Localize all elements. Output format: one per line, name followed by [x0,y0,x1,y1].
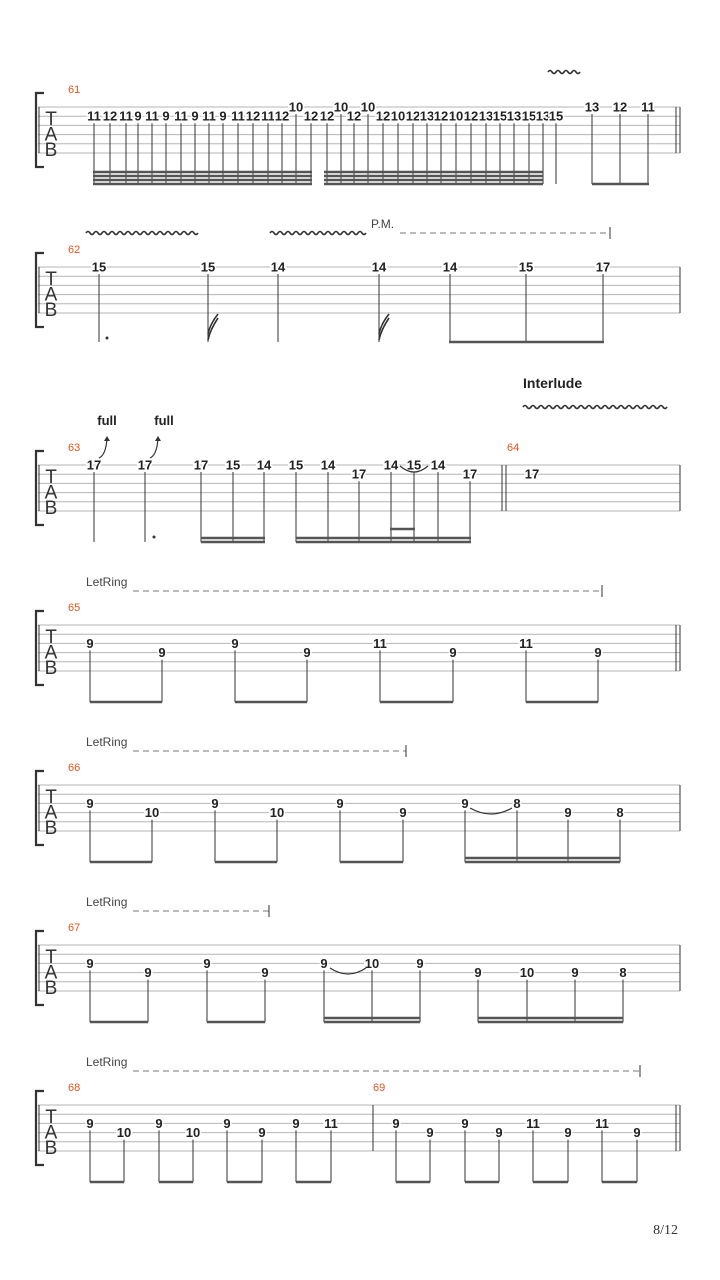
tab-clef-letter: A [44,642,58,664]
tab-staff [36,1091,680,1165]
fret-number: 17 [595,259,611,275]
fret-number: 17 [137,457,153,473]
fret-number: 11 [87,108,101,124]
fret-number: 9 [426,1125,434,1141]
fret-number: 9 [219,108,227,124]
tab-clef-letter: B [44,818,58,839]
fret-number: 9 [594,645,602,661]
tab-clef-letter: T [45,627,57,648]
fret-number: 9 [564,805,572,821]
fret-number: 9 [86,795,94,811]
fret-number: 9 [461,1115,469,1131]
section-label: Interlude [523,375,583,391]
fret-number: 11 [202,108,216,124]
fret-number: 9 [203,955,211,971]
fret-number: 9 [461,795,469,811]
tab-clef-letter: T [45,1107,57,1128]
fret-number: 11 [231,108,245,124]
fret-number: 15 [518,259,534,275]
fret-number: 9 [86,635,94,651]
note-flag [379,314,389,340]
fret-number: 11 [261,108,275,124]
fret-number: 8 [513,795,521,811]
fret-number: 9 [416,955,424,971]
fret-number: 12 [319,108,335,124]
fret-number: 14 [270,259,286,275]
bend-arrowhead [155,436,161,441]
fret-number: 13 [419,108,435,124]
fret-number: 14 [371,259,387,275]
staff-bracket [36,771,44,845]
tab-clef-letter: A [44,1122,58,1144]
tab-staff [36,93,680,167]
tab-clef-letter: B [44,498,58,519]
note-flag [208,314,218,340]
measure-number: 63 [68,442,81,454]
fret-number: 15 [521,108,537,124]
fret-number: 14 [430,457,446,473]
fret-number: 14 [442,259,458,275]
fret-number: 15 [91,259,107,275]
measure-number: 69 [373,1082,386,1094]
fret-number: 9 [211,795,219,811]
fret-number: 11 [174,108,188,124]
tab-clef-letter: A [44,802,58,824]
tab-staff [36,253,680,327]
fret-number: 11 [595,1115,609,1131]
staff-bracket [36,611,44,685]
fret-number: 12 [303,108,319,124]
fret-number: 15 [406,457,422,473]
fret-number: 10 [185,1125,201,1141]
tab-clef-letter: B [44,140,58,161]
let-ring-label: LetRing [86,1055,128,1069]
fret-number: 12 [245,108,261,124]
fret-number: 10 [448,108,464,124]
measure-number: 64 [507,442,520,454]
fret-number: 12 [433,108,449,124]
fret-number: 13 [506,108,522,124]
staff-bracket [36,1091,44,1165]
tab-clef-letter: A [44,124,58,146]
staff-bracket [36,931,44,1005]
tab-staff [36,931,680,1005]
vibrato-mark [86,232,198,235]
tab-clef-letter: T [45,947,57,968]
fret-number: 13 [478,108,494,124]
staff-bracket [36,93,44,167]
fret-number: 17 [193,457,209,473]
fret-number: 9 [633,1125,641,1141]
fret-number: 9 [495,1125,503,1141]
fret-number: 12 [463,108,479,124]
fret-number: 10 [333,99,349,115]
tab-clef-letter: A [44,962,58,984]
fret-number: 11 [324,1115,338,1131]
fret-number: 9 [564,1125,572,1141]
staff-bracket [36,451,44,525]
measure-number: 68 [68,1082,81,1094]
fret-number: 10 [144,805,160,821]
fret-number: 11 [373,635,387,651]
fret-number: 12 [346,108,362,124]
tab-clef-letter: B [44,658,58,679]
rhythm-dot [106,337,109,340]
fret-number: 14 [256,457,272,473]
palm-mute-label: P.M. [371,217,395,231]
tab-clef-letter: A [44,482,58,504]
fret-number: 9 [158,645,166,661]
measure-number: 66 [68,762,81,774]
fret-number: 9 [474,965,482,981]
page-number: 8/12 [653,1223,678,1238]
fret-number: 12 [102,108,118,124]
fret-number: 17 [524,466,540,482]
fret-number: 9 [571,965,579,981]
fret-number: 10 [364,955,380,971]
fret-number: 15 [288,457,304,473]
staff-bracket [36,253,44,327]
vibrato-mark [270,232,366,235]
fret-number: 11 [119,108,133,124]
tab-clef-letter: B [44,300,58,321]
fret-number: 11 [526,1115,540,1131]
fret-number: 9 [258,1125,266,1141]
tab-clef-letter: A [44,284,58,306]
bend-label: full [154,413,174,428]
fret-number: 10 [360,99,376,115]
fret-number: 8 [619,965,627,981]
let-ring-label: LetRing [86,895,128,909]
fret-number: 14 [320,457,336,473]
let-ring-label: LetRing [86,735,128,749]
rhythm-dot [153,536,156,539]
fret-number: 9 [191,108,199,124]
fret-number: 17 [351,466,367,482]
fret-number: 10 [116,1125,132,1141]
tab-clef-letter: B [44,1138,58,1159]
measure-number: 62 [68,244,81,256]
tab-clef-letter: T [45,269,57,290]
fret-number: 9 [261,965,269,981]
fret-number: 9 [155,1115,163,1131]
fret-number: 9 [134,108,142,124]
fret-number: 9 [392,1115,400,1131]
fret-number: 15 [200,259,216,275]
fret-number: 9 [86,955,94,971]
fret-number: 17 [462,466,478,482]
fret-number: 9 [292,1115,300,1131]
fret-number: 11 [519,635,533,651]
bend-label: full [97,413,117,428]
vibrato-mark [523,406,667,409]
fret-number: 9 [231,635,239,651]
fret-number: 9 [223,1115,231,1131]
fret-number: 15 [225,457,241,473]
fret-number: 15 [548,108,564,124]
tab-clef-letter: B [44,978,58,999]
vibrato-mark [548,71,580,74]
fret-number: 9 [320,955,328,971]
tab-staff [36,611,680,685]
fret-number: 12 [375,108,391,124]
fret-number: 12 [612,99,628,115]
fret-number: 9 [144,965,152,981]
fret-number: 13 [584,99,600,115]
fret-number: 9 [303,645,311,661]
bend-arrowhead [104,436,110,441]
fret-number: 9 [449,645,457,661]
tab-staff [36,771,680,845]
tab-clef-letter: T [45,109,57,130]
fret-number: 10 [288,99,304,115]
fret-number: 13 [535,108,551,124]
fret-number: 10 [519,965,535,981]
fret-number: 11 [641,99,655,115]
fret-number: 14 [383,457,399,473]
fret-number: 10 [390,108,406,124]
fret-number: 9 [162,108,170,124]
fret-number: 8 [616,805,624,821]
tab-clef-letter: T [45,467,57,488]
measure-number: 61 [68,84,81,96]
fret-number: 9 [336,795,344,811]
fret-number: 11 [145,108,159,124]
tab-clef-letter: T [45,787,57,808]
fret-number: 12 [405,108,421,124]
let-ring-label: LetRing [86,575,128,589]
fret-number: 17 [86,457,102,473]
measure-number: 65 [68,602,81,614]
fret-number: 12 [274,108,290,124]
fret-number: 9 [399,805,407,821]
fret-number: 15 [492,108,508,124]
tab-staff [36,451,680,525]
fret-number: 9 [86,1115,94,1131]
fret-number: 10 [269,805,285,821]
measure-number: 67 [68,922,81,934]
